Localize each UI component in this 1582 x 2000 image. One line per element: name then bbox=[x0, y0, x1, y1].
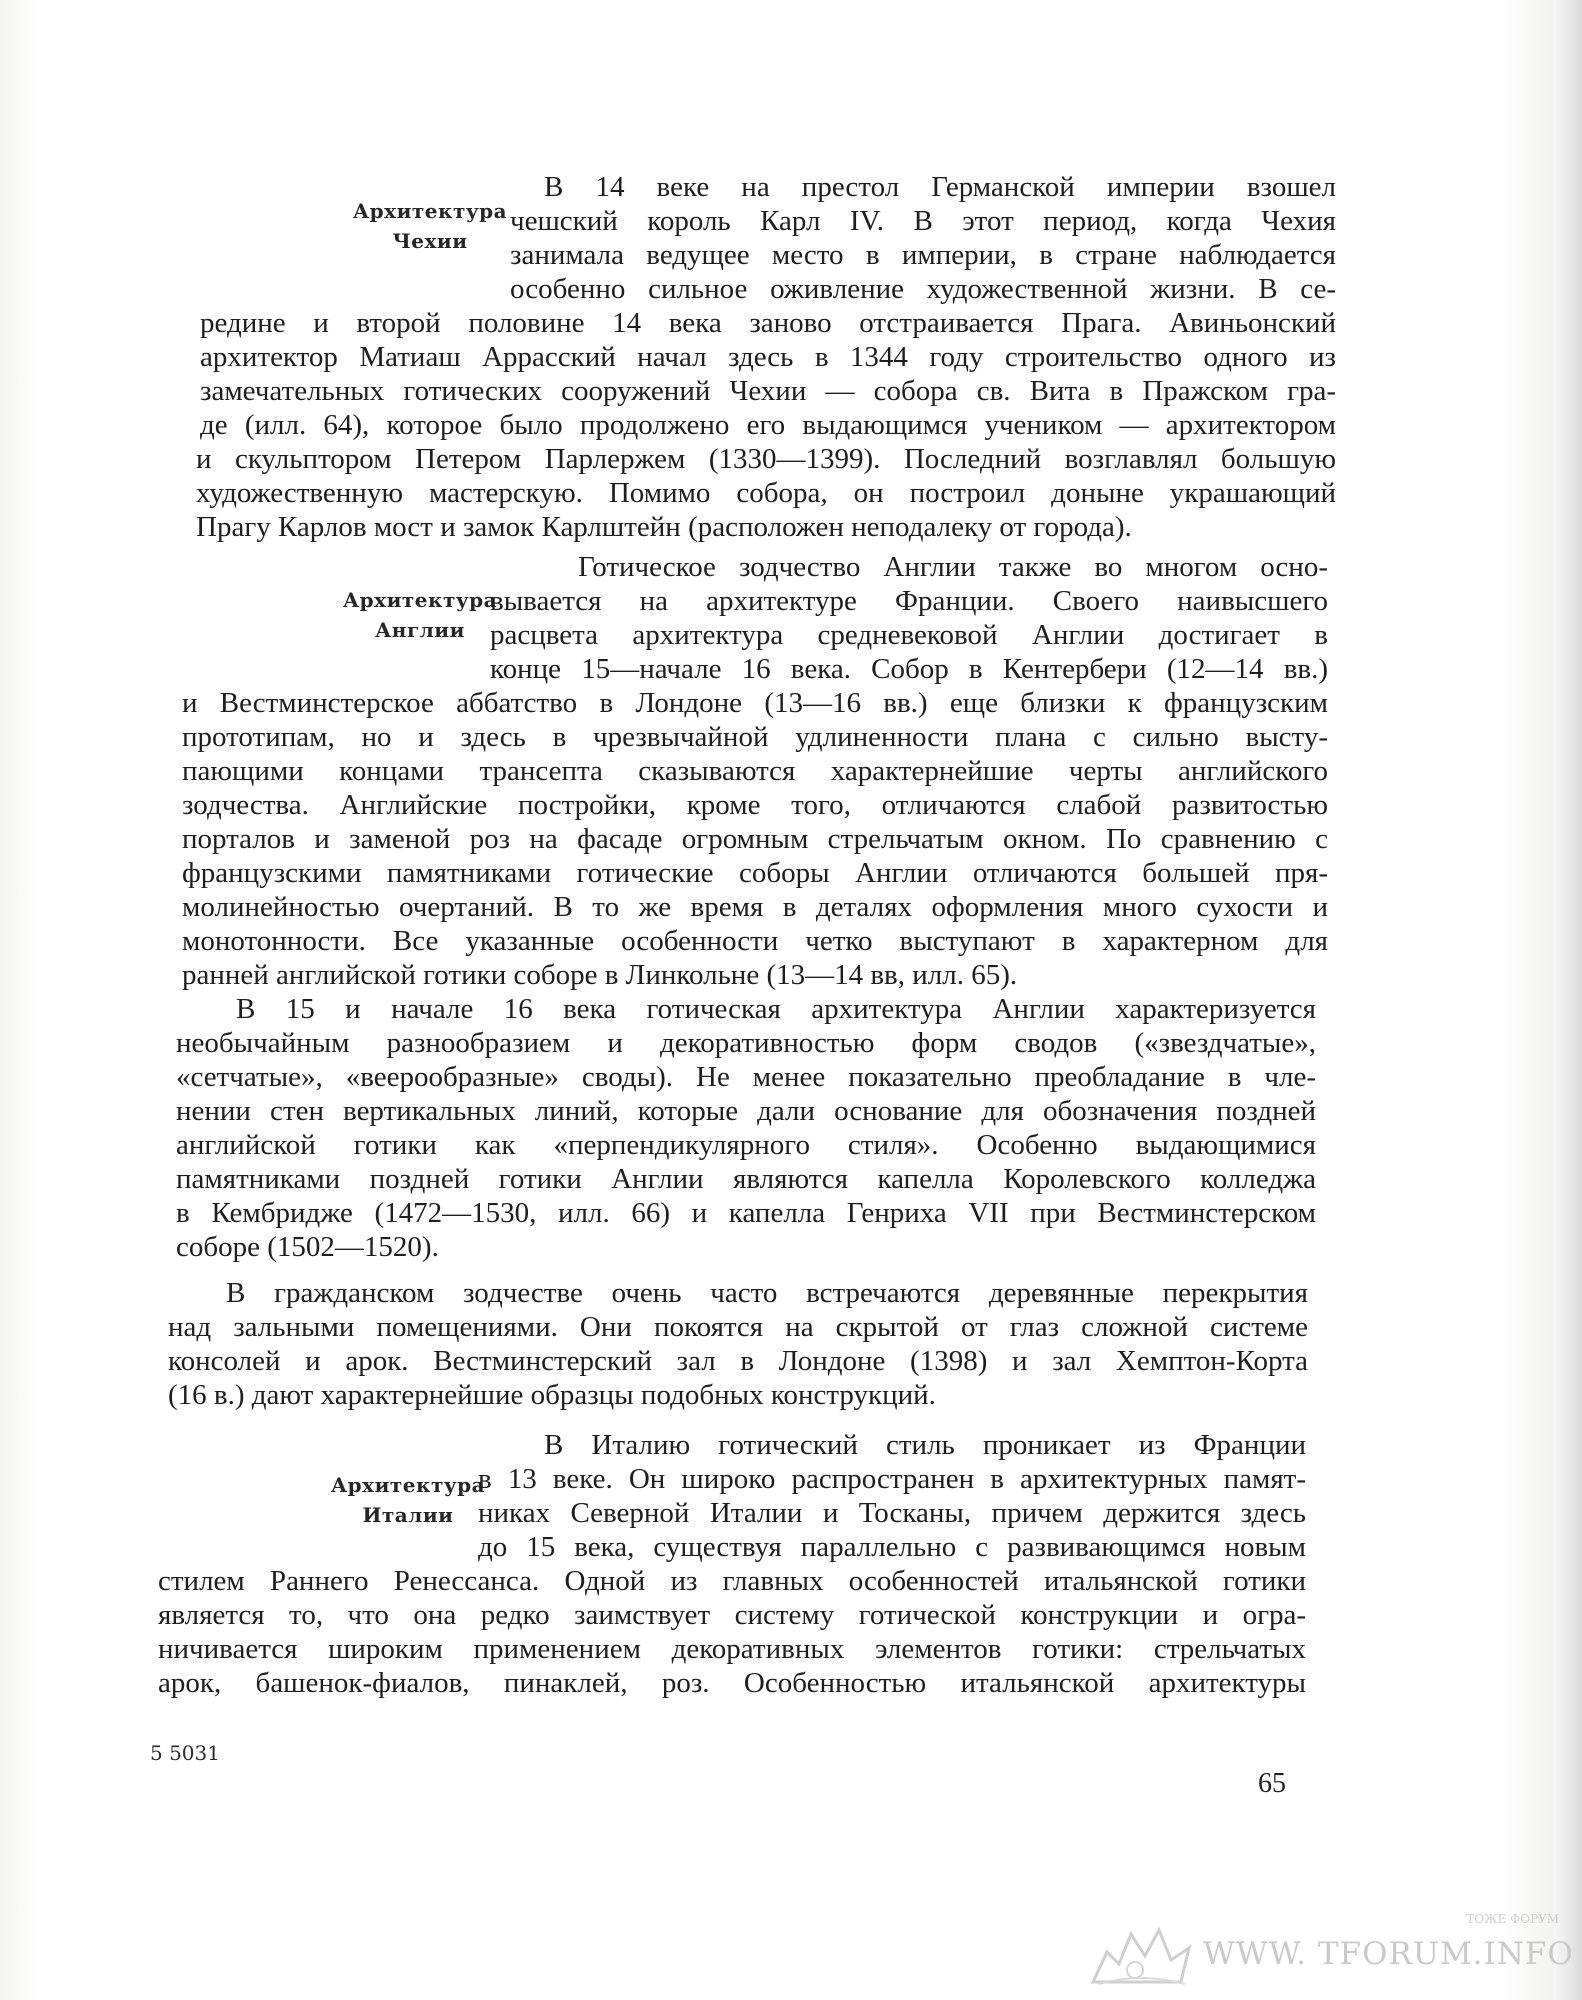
sheet-mark: 5 5031 bbox=[150, 1741, 220, 1765]
text-line: Готическое зодчество Англии также во многом осно- bbox=[578, 551, 1328, 583]
page-number: 65 bbox=[1258, 1768, 1286, 1799]
text-line: вывается на архитектуре Франции. Своего наивысшего bbox=[490, 585, 1328, 617]
text-line: зодчества. Английские постройки, кроме того, отличаются слабой развитостью bbox=[182, 789, 1328, 821]
text-line: ничивается широким применением декоративных элементов готики: стрельчатых bbox=[158, 1633, 1306, 1665]
text-line: архитектор Матиаш Аррасский начал здесь в 1344 году строительство одного из bbox=[200, 341, 1336, 373]
text-line: В 15 и начале 16 века готическая архитектура Англии характеризуется bbox=[236, 993, 1316, 1025]
text-line: (16 в.) дают характернейшие образцы подобных конструкций. bbox=[168, 1379, 936, 1411]
text-line: Прагу Карлов мост и замок Карлштейн (расположен неподалеку от города). bbox=[196, 511, 1132, 543]
text-line: является то, что она редко заимствует систему готической конструкции и огра- bbox=[158, 1599, 1306, 1631]
text-line: соборе (1502—1520). bbox=[176, 1231, 439, 1263]
text-line: замечательных готических сооружений Чехии — собора св. Вита в Пражском гра- bbox=[200, 375, 1336, 407]
text-line: никах Северной Италии и Тосканы, причем держится здесь bbox=[478, 1497, 1306, 1529]
text-line: монотонности. Все указанные особенности четко выступают в характерном для bbox=[182, 925, 1328, 957]
text-line: стилем Раннего Ренессанса. Одной из главных особенностей итальянской готики bbox=[158, 1565, 1306, 1597]
text-line: молинейностью очертаний. В то же время в деталях оформления много сухости и bbox=[182, 891, 1328, 923]
text-line: необычайным разнообразием и декоративностью форм сводов («звездчатые», bbox=[176, 1027, 1316, 1059]
text-line: арок, башенок-фиалов, пинаклей, роз. Особенностью итальянской архитектуры bbox=[158, 1667, 1306, 1699]
text-line: чешский король Карл IV. В этот период, когда Чехия bbox=[510, 205, 1336, 237]
text-line: и скульптором Петером Парлержем (1330—1399). Последний возглавлял большую bbox=[196, 443, 1336, 475]
text-line: де (илл. 64), которое было продолжено его выдающимся учеником — архитектором bbox=[200, 409, 1336, 441]
text-line: занимала ведущее место в империи, в стране наблюдается bbox=[510, 239, 1336, 271]
lion-logo-icon bbox=[1085, 1912, 1195, 1992]
watermark bbox=[1085, 1912, 1574, 1992]
side-label-czech bbox=[320, 196, 540, 256]
text-line: нении стен вертикальных линий, которые дали основание для обозначения поздней bbox=[176, 1095, 1316, 1127]
text-line: в Кембридже (1472—1530, илл. 66) и капелла Генриха VII при Вестминстерском bbox=[176, 1197, 1316, 1229]
text-line: до 15 века, существуя параллельно с развивающимся новым bbox=[478, 1531, 1306, 1563]
side-label-czech-line2: Чехии bbox=[392, 229, 468, 253]
text-line: ранней английской готики соборе в Линкольне (13—14 вв, илл. 65). bbox=[182, 959, 1018, 991]
text-line: памятниками поздней готики Англии являются капелла Королевского колледжа bbox=[176, 1163, 1316, 1195]
text-line: французскими памятниками готические соборы Англии отличаются большей пря- bbox=[182, 857, 1328, 889]
text-line: художественную мастерскую. Помимо собора, он построил доныне украшающий bbox=[196, 477, 1336, 509]
text-line: порталов и заменой роз на фасаде огромным стрельчатым окном. По сравнению с bbox=[182, 823, 1328, 855]
side-label-england-line2: Англии bbox=[375, 618, 465, 642]
text-line: английской готики как «перпендикулярного стиля». Особенно выдающимися bbox=[176, 1129, 1316, 1161]
text-line: над зальными помещениями. Они покоятся на скрытой от глаз сложной системе bbox=[168, 1311, 1308, 1343]
watermark-subtext: ТОЖЕ ФОРУМ bbox=[1466, 1912, 1559, 1926]
page-edge-shadow bbox=[1554, 0, 1582, 2000]
side-label-italy-line1: Архитектура bbox=[330, 1473, 486, 1497]
side-label-italy-line2: Италии bbox=[362, 1503, 454, 1527]
text-line: В гражданском зодчестве очень часто встречаются деревянные перекрытия bbox=[226, 1277, 1308, 1309]
text-line: конце 15—начале 16 века. Собор в Кентербери (12—14 вв.) bbox=[490, 653, 1328, 685]
text-line: консолей и арок. Вестминстерский зал в Лондоне (1398) и зал Хемптон-Корта bbox=[168, 1345, 1308, 1377]
text-line: «сетчатые», «веерообразные» своды). Не менее показательно преобладание в чле- bbox=[176, 1061, 1316, 1093]
text-line: пающими концами трансепта сказываются характернейшие черты английского bbox=[182, 755, 1328, 787]
text-line: В 14 веке на престол Германской империи взошел bbox=[544, 171, 1336, 203]
text-line: в 13 веке. Он широко распространен в архитектурных памят- bbox=[478, 1463, 1306, 1495]
side-label-england-line1: Архитектура bbox=[342, 588, 498, 612]
text-line: особенно сильное оживление художественной жизни. В се- bbox=[510, 273, 1336, 305]
text-line: В Италию готический стиль проникает из Франции bbox=[544, 1429, 1306, 1461]
text-line: расцвета архитектура средневековой Англии достигает в bbox=[490, 619, 1328, 651]
side-label-czech-line1: Архитектура bbox=[352, 199, 508, 223]
text-line: редине и второй половине 14 века заново отстраивается Прага. Авиньонский bbox=[200, 307, 1336, 339]
text-line: и Вестминстерское аббатство в Лондоне (13—16 вв.) еще близки к французским bbox=[182, 687, 1328, 719]
watermark-text: WWW. TFORUM.INFO bbox=[1203, 1936, 1574, 1972]
text-line: прототипам, но и здесь в чрезвычайной удлиненности плана с сильно высту- bbox=[182, 721, 1328, 753]
